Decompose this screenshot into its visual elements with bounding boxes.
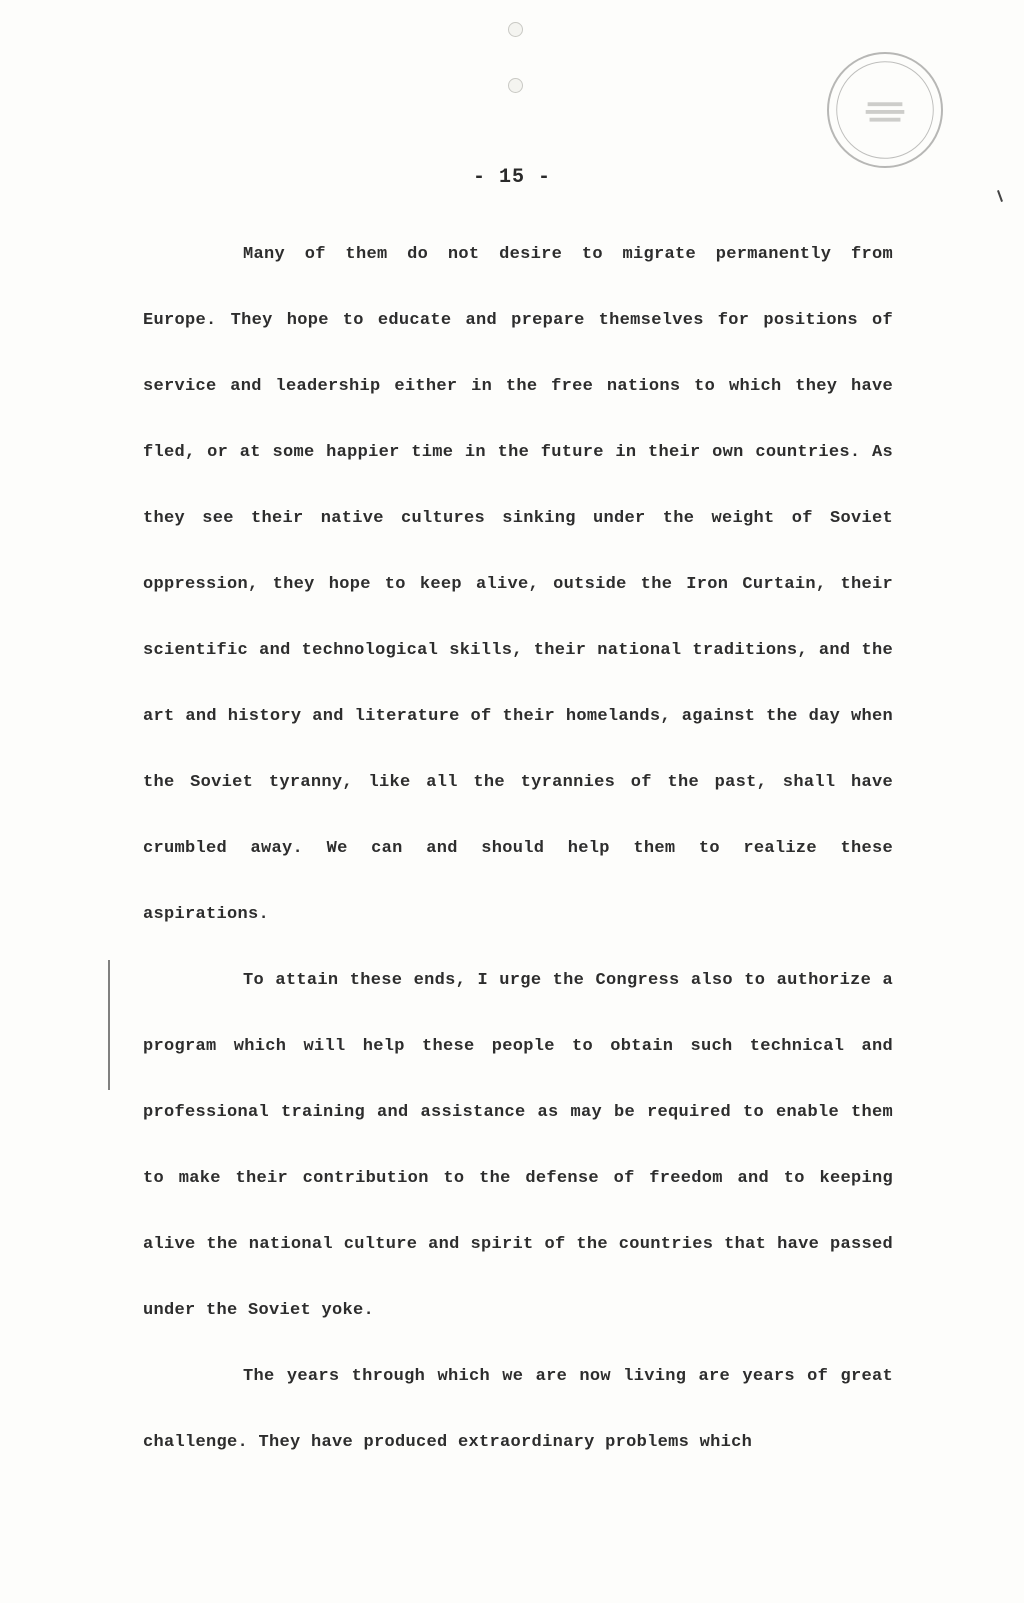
library-stamp-seal bbox=[827, 52, 943, 168]
body-text bbox=[143, 222, 893, 1476]
margin-pencil-mark bbox=[108, 960, 110, 1090]
pen-tick-mark bbox=[997, 190, 1003, 202]
paragraph-3: The years through which we are now living are years of great challenge. They have produced extraordinary problems which bbox=[143, 1367, 893, 1452]
punch-hole bbox=[508, 78, 523, 93]
paragraph-2: To attain these ends, I urge the Congress also to authorize a program which will help these people to obtain such technical and professional training and assistance as may be required to enable them to make their contribution to the defense of freedom and to keeping alive the national culture and spirit of the countries that have passed under the Soviet yoke. bbox=[143, 971, 893, 1320]
paragraph-1: Many of them do not desire to migrate permanently from Europe. They hope to educate and prepare themselves for positions of service and leadership either in the free nations to which they have fled, or at some happier time in the future in their own countries. As they see their native cultures sinking under the weight of Soviet oppression, they hope to keep alive, outside the Iron Curtain, their scientific and technological skills, their national traditions, and the art and history and literature of their homelands, against the day when the Soviet tyranny, like all the tyrannies of the past, shall have crumbled away. We can and should help them to realize these aspirations. bbox=[143, 245, 893, 924]
page-number: - 15 - bbox=[472, 166, 551, 189]
punch-hole bbox=[508, 22, 523, 37]
